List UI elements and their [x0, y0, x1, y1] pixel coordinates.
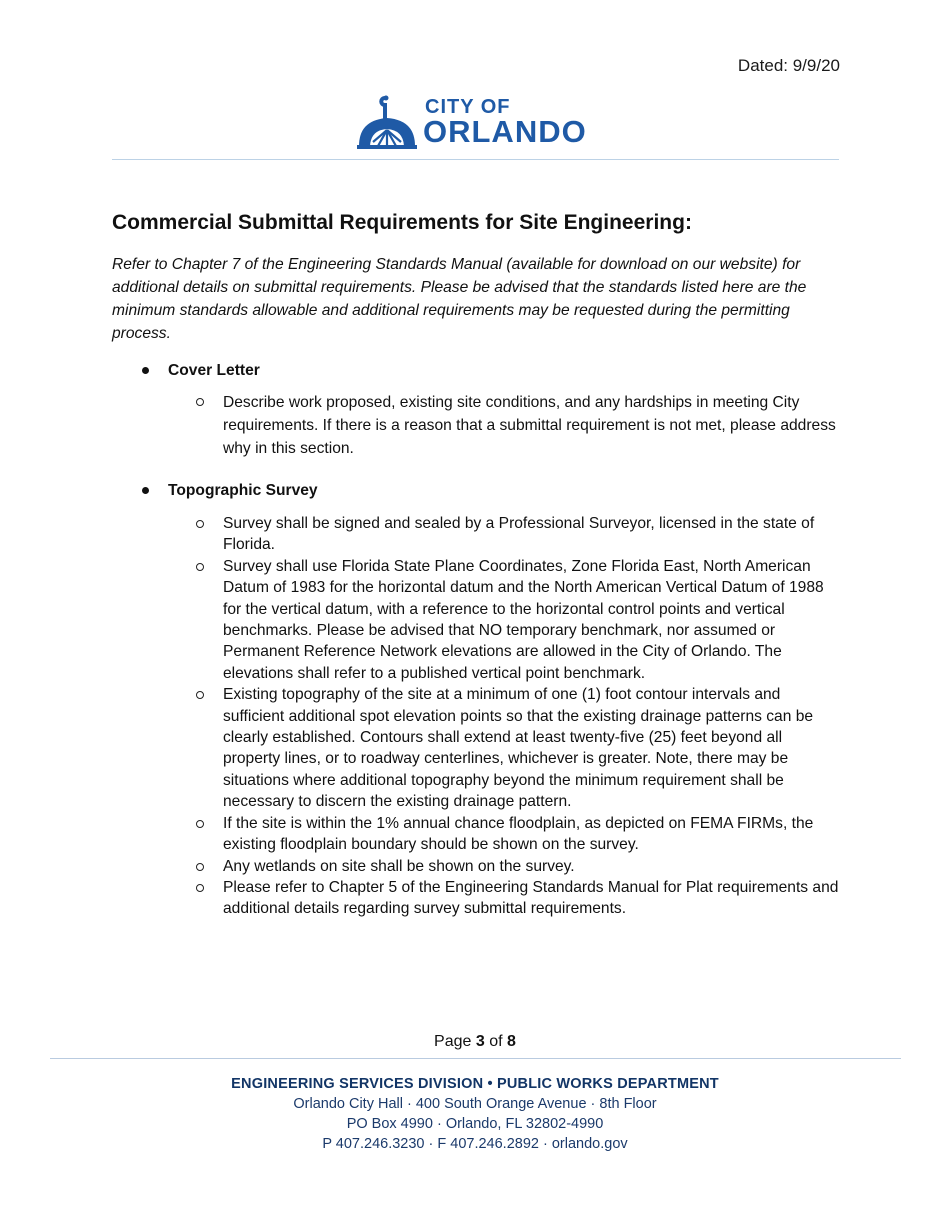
list-item-text: Survey shall use Florida State Plane Coordinates, Zone Florida East, North American Datum of 1983 for the horizontal datum and the North American Vertical Datum of 1988 for the vertical datum, with a reference to the horizontal control points and vertical benchmarks. Please be advised that NO temporary benchmark, nor assumed or Permanent Reference Network elevations are allowed in the City of Orlando. The elevations shall refer to a published vertical point benchmark. — [223, 557, 824, 682]
hollow-bullet-icon — [196, 520, 204, 528]
page-number — [0, 1033, 950, 1051]
list-item — [112, 877, 843, 920]
header-divider — [112, 159, 839, 160]
section-topographic-survey — [112, 480, 842, 920]
hollow-bullet-icon — [196, 563, 204, 571]
hollow-bullet-icon — [196, 398, 204, 406]
hollow-bullet-icon — [196, 863, 204, 871]
footer-division: ENGINEERING SERVICES DIVISION • PUBLIC WORKS DEPARTMENT — [231, 1076, 719, 1092]
list-item-text: Describe work proposed, existing site conditions, and any hardships in meeting City requirements. If there is a reason that a submittal requirement is not met, please address why in this section. — [223, 394, 836, 457]
list-item-text: Survey shall be signed and sealed by a Professional Surveyor, licensed in the state of Florida. — [223, 515, 815, 554]
list-item — [112, 813, 843, 856]
list-item-text: Existing topography of the site at a minimum of one (1) foot contour intervals and sufficient additional spot elevation points so that the existing drainage patterns can be clearly established. Contours shall extend at least twenty-five (25) feet beyond all property lines, or to roadway centerlines, whichever is greater. Note, there may be situations where additional topography beyond the minimum requirement shall be necessary to discern the existing drainage pattern. — [223, 686, 814, 811]
intro-paragraph: Refer to Chapter 7 of the Engineering Standards Manual (available for download on our website) for additional details on submittal requirements. Please be advised that the standards listed here are the minimum standards allowable and additional requirements may be requested during the permitting process. — [112, 256, 807, 342]
logo-orlando-text: ORLANDO — [423, 114, 587, 149]
section-heading-label: Topographic Survey — [168, 482, 318, 499]
list-item — [112, 391, 843, 460]
list-item-text: If the site is within the 1% annual chance floodplain, as depicted on FEMA FIRMs, the existing floodplain boundary should be shown on the survey. — [223, 814, 814, 854]
bullet-icon — [142, 487, 149, 494]
footer-divider — [50, 1058, 901, 1059]
sub-list — [112, 513, 842, 920]
hollow-bullet-icon — [196, 820, 204, 828]
footer-contact: P 407.246.3230 · F 407.246.2892 · orlando.gov — [322, 1136, 628, 1152]
section-heading-label: Cover Letter — [168, 362, 260, 379]
list-item-text: Any wetlands on site shall be shown on the survey. — [223, 857, 575, 875]
total-pages: 8 — [507, 1033, 516, 1050]
hollow-bullet-icon — [196, 691, 204, 699]
section-cover-letter — [112, 360, 842, 460]
footer — [0, 1074, 950, 1154]
page-prefix: Page — [434, 1033, 472, 1050]
page-title: Commercial Submittal Requirements for Site Engineering: — [112, 211, 692, 234]
bullet-icon — [142, 367, 149, 374]
section-heading — [112, 360, 842, 381]
list-item — [112, 856, 843, 877]
orlando-fountain-logo-icon — [355, 94, 419, 150]
city-logo — [355, 94, 600, 150]
footer-address-line-2: PO Box 4990 · Orlando, FL 32802-4990 — [346, 1116, 604, 1132]
section-heading — [112, 480, 842, 501]
list-item — [112, 513, 843, 556]
date-label: Dated: 9/9/20 — [737, 56, 840, 75]
logo-city-of-text: CITY OF — [425, 96, 511, 118]
list-item — [112, 556, 843, 684]
current-page: 3 — [475, 1033, 485, 1050]
footer-address-line-1: Orlando City Hall · 400 South Orange Avenue · 8th Floor — [293, 1096, 657, 1112]
sub-list — [112, 391, 842, 460]
list-item-text: Please refer to Chapter 5 of the Engineering Standards Manual for Plat requirements and additional details regarding survey submittal requirements. — [223, 878, 839, 918]
hollow-bullet-icon — [196, 884, 204, 892]
page-of: of — [489, 1033, 503, 1050]
list-item — [112, 684, 843, 812]
